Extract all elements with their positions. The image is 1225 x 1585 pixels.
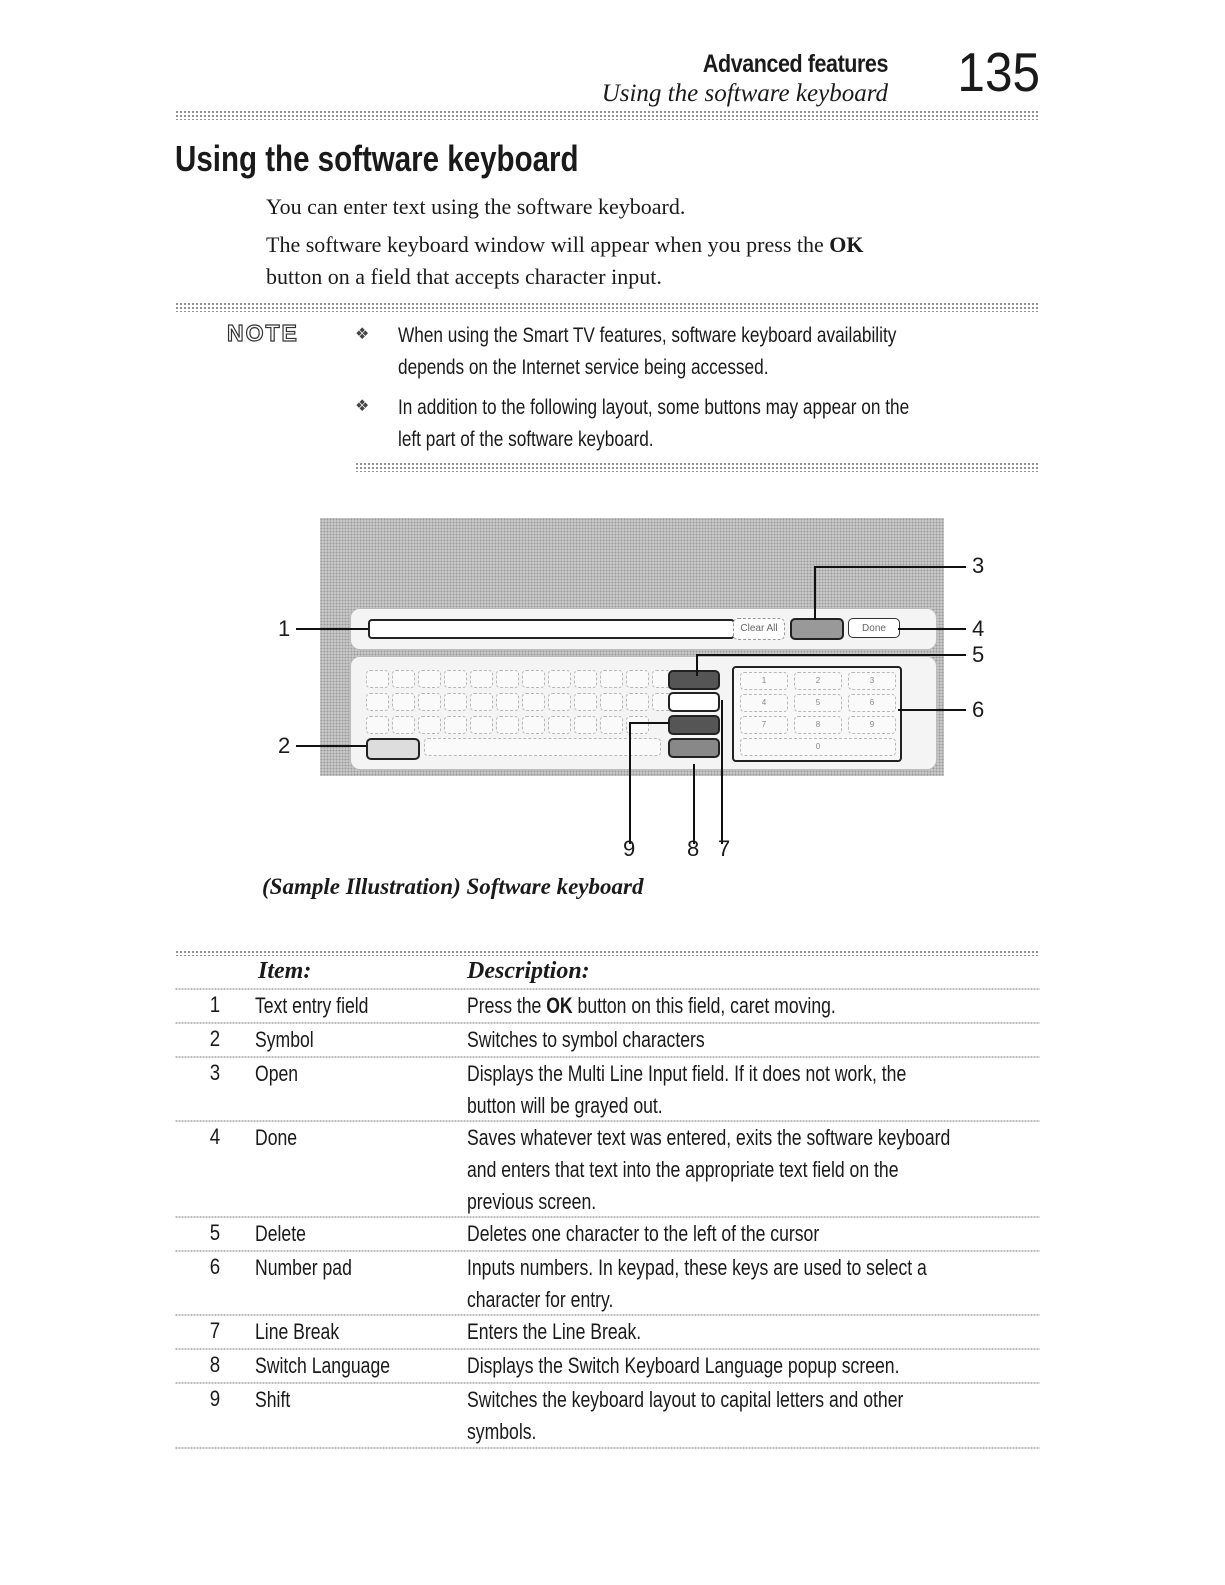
number-key-zero: 0 [740, 738, 896, 756]
table-row-item: Symbol [255, 1027, 314, 1052]
letter-key [418, 670, 441, 688]
description-text: Deletes one character to the left of the cursor [467, 1221, 820, 1246]
description-line: button will be grayed out. [467, 1093, 663, 1118]
callout-line-9 [629, 722, 631, 844]
table-row-description [467, 1384, 903, 1448]
note-bullet-2-line1: In addition to the following layout, some buttons may appear on the [398, 396, 910, 419]
letter-key [444, 670, 467, 688]
intro-paragraph-2-cont: button on a field that accepts character input. [266, 264, 662, 289]
table-row-number: 2 [209, 1026, 221, 1051]
letter-key [522, 670, 545, 688]
number-key: 7 [740, 716, 788, 734]
running-header-section: Advanced features [702, 50, 888, 78]
callout-line-3-v [814, 566, 816, 620]
description-text: Inputs numbers. In keypad, these keys are used to select a [467, 1255, 927, 1280]
note-bullet-2-line2: left part of the software keyboard. [398, 428, 654, 451]
table-header-description: Description: [467, 958, 590, 984]
letter-key [496, 670, 519, 688]
callout-line-8 [693, 764, 695, 844]
number-key: 3 [848, 672, 896, 690]
table-row-number: 8 [209, 1352, 221, 1377]
delete-key [668, 670, 720, 690]
letter-key [418, 716, 441, 734]
callout-8: 8 [687, 836, 700, 861]
number-key: 9 [848, 716, 896, 734]
line-break-key [668, 692, 720, 712]
callout-line-4 [898, 628, 966, 630]
table-row-description [467, 990, 836, 1022]
table-row-number: 9 [209, 1386, 221, 1411]
letter-key [392, 693, 415, 711]
callout-7: 7 [718, 836, 731, 861]
table-row-number: 6 [209, 1254, 221, 1279]
text-entry-field [368, 619, 735, 639]
callout-line-1 [296, 628, 368, 630]
switch-language-key [668, 738, 720, 758]
symbol-key [366, 738, 420, 760]
table-row-description [467, 1218, 819, 1250]
callout-1: 1 [278, 616, 291, 641]
number-key: 6 [848, 694, 896, 712]
callout-5: 5 [972, 642, 985, 667]
description-line: character for entry. [467, 1287, 614, 1312]
table-rule-top [175, 950, 1040, 956]
table-header-item: Item: [258, 958, 312, 984]
letter-key [392, 670, 415, 688]
header-rule [175, 110, 1040, 120]
table-row-item: Shift [255, 1387, 291, 1412]
table-row-description [467, 1122, 950, 1218]
note-label: NOTE [227, 320, 299, 346]
letter-key [366, 716, 389, 734]
callout-4: 4 [972, 616, 985, 641]
clear-all-button: Clear All [733, 618, 785, 640]
page-title: Using the software keyboard [175, 138, 579, 179]
note-bullet-1-line2: depends on the Internet service being accessed. [398, 356, 769, 379]
note-bullet-1-line1: When using the Smart TV features, software keyboard availability [398, 324, 897, 347]
letter-key [444, 716, 467, 734]
table-row-item: Text entry field [255, 993, 369, 1018]
letter-key [600, 716, 623, 734]
callout-line-2 [296, 745, 366, 747]
space-key [424, 738, 661, 756]
description-line: previous screen. [467, 1189, 597, 1214]
description-text: Press the [467, 993, 547, 1018]
letter-key [548, 716, 571, 734]
intro-paragraph-2 [266, 228, 864, 262]
running-header-subsection: Using the software keyboard [601, 80, 888, 107]
diamond-bullet-icon: ❖ [355, 398, 370, 415]
callout-line-7 [721, 700, 723, 844]
table-row-number: 5 [209, 1220, 221, 1245]
table-row-number: 4 [209, 1124, 221, 1149]
done-button: Done [848, 618, 900, 638]
description-text: Displays the Multi Line Input field. If it does not work, the [467, 1061, 907, 1086]
callout-line-9-h [629, 722, 669, 724]
letter-key [600, 670, 623, 688]
letter-key [574, 670, 597, 688]
number-key: 5 [794, 694, 842, 712]
table-row-item: Switch Language [255, 1353, 391, 1378]
shift-key [668, 715, 720, 735]
table-row-item: Delete [255, 1221, 306, 1246]
callout-2: 2 [278, 733, 291, 758]
diamond-bullet-icon: ❖ [355, 326, 370, 343]
table-row-description [467, 1058, 906, 1122]
description-text: Enters the Line Break. [467, 1319, 642, 1344]
letter-key [470, 716, 493, 734]
page-number: 135 [957, 41, 1040, 103]
description-text: button on this field, caret moving. [572, 993, 836, 1018]
letter-key [418, 693, 441, 711]
table-row-item: Number pad [255, 1255, 352, 1280]
description-line: symbols. [467, 1419, 537, 1444]
note-rule-top [175, 302, 1040, 312]
table-row-number: 7 [209, 1318, 221, 1343]
table-row-item: Done [255, 1125, 298, 1150]
letter-key [548, 670, 571, 688]
table-row-item: Open [255, 1061, 299, 1086]
letter-key [444, 693, 467, 711]
figure-caption: (Sample Illustration) Software keyboard [262, 874, 644, 899]
letter-key [522, 716, 545, 734]
description-text: Switches the keyboard layout to capital letters and other [467, 1387, 904, 1412]
table-row-number: 1 [209, 992, 221, 1017]
number-key: 2 [794, 672, 842, 690]
letter-key [496, 693, 519, 711]
table-row-description [467, 1316, 641, 1348]
callout-6: 6 [972, 697, 985, 722]
table-row-description [467, 1024, 705, 1056]
letter-key [626, 670, 649, 688]
letter-key [574, 693, 597, 711]
callout-line-3-h [814, 566, 966, 568]
table-row-description [467, 1350, 899, 1382]
letter-key [496, 716, 519, 734]
number-key: 1 [740, 672, 788, 690]
software-keyboard-illustration [320, 518, 944, 776]
description-text: Switches to symbol characters [467, 1027, 705, 1052]
number-key: 8 [794, 716, 842, 734]
letter-key [470, 670, 493, 688]
description-text: Saves whatever text was entered, exits the software keyboard [467, 1125, 951, 1150]
letter-key [574, 716, 597, 734]
letter-key [366, 670, 389, 688]
callout-3: 3 [972, 553, 985, 578]
intro-paragraph-1: You can enter text using the software keyboard. [266, 194, 686, 219]
letter-key [366, 693, 389, 711]
callout-line-5-h [696, 654, 966, 656]
letter-key [626, 693, 649, 711]
table-row-description [467, 1252, 927, 1316]
table-row-number: 3 [209, 1060, 221, 1085]
callout-line-6 [898, 709, 966, 711]
letter-key [392, 716, 415, 734]
ok-emphasis: OK [546, 993, 573, 1018]
description-line: and enters that text into the appropriate text field on the [467, 1157, 899, 1182]
ok-emphasis: OK [829, 232, 864, 257]
letter-key [470, 693, 493, 711]
letter-key [522, 693, 545, 711]
callout-9: 9 [623, 836, 636, 861]
letter-key [548, 693, 571, 711]
callout-line-5-v [696, 654, 698, 676]
number-pad [732, 666, 902, 762]
number-key: 4 [740, 694, 788, 712]
table-row-item: Line Break [255, 1319, 340, 1344]
open-button [790, 618, 844, 640]
note-rule-bottom [355, 462, 1040, 472]
letter-key [600, 693, 623, 711]
table-rule-bottom [175, 1447, 1040, 1449]
description-text: Displays the Switch Keyboard Language popup screen. [467, 1353, 900, 1378]
intro-paragraph-2-text: The software keyboard window will appear when you press the [266, 232, 830, 257]
